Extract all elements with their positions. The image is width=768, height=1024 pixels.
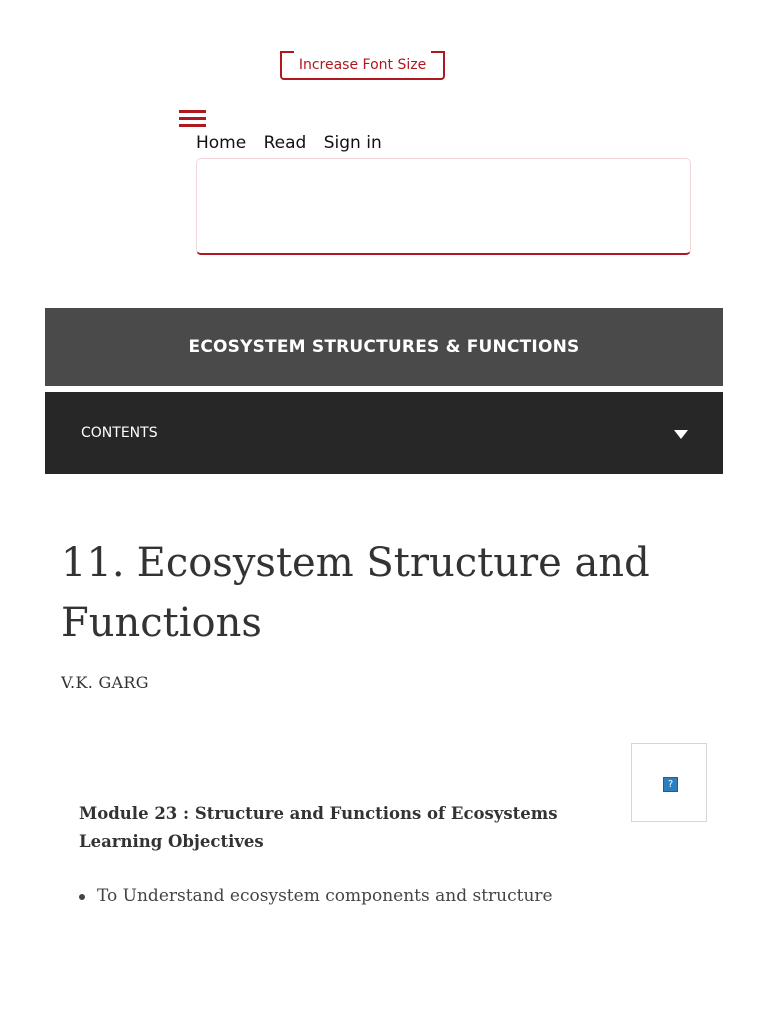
hamburger-menu-icon[interactable] bbox=[179, 110, 206, 128]
nav-home-link[interactable]: Home bbox=[196, 133, 247, 153]
objectives-heading: Learning Objectives bbox=[79, 832, 264, 851]
caret-down-icon bbox=[674, 430, 688, 439]
chapter-number: 11. bbox=[61, 540, 125, 586]
broken-image bbox=[631, 743, 707, 822]
contents-label: CONTENTS bbox=[81, 425, 158, 441]
broken-image-icon: ? bbox=[663, 777, 678, 792]
nav-sign-in-link[interactable]: Sign in bbox=[323, 133, 382, 153]
chapter-title bbox=[61, 533, 701, 653]
contents-toggle[interactable] bbox=[45, 392, 723, 474]
module-heading: Module 23 : Structure and Functions of Ecosystems bbox=[79, 804, 558, 823]
chapter-author: V.K. GARG bbox=[61, 673, 149, 692]
module-heading-block bbox=[79, 800, 599, 856]
search-input[interactable] bbox=[196, 158, 691, 255]
nav-read-link[interactable]: Read bbox=[263, 133, 307, 153]
increase-font-size-button[interactable]: Increase Font Size bbox=[280, 51, 445, 80]
book-title[interactable]: ECOSYSTEM STRUCTURES & FUNCTIONS bbox=[45, 308, 723, 386]
primary-nav bbox=[196, 133, 394, 153]
objectives-list bbox=[79, 882, 553, 910]
list-item: To Understand ecosystem components and structure bbox=[79, 882, 553, 910]
chapter-title-text: Ecosystem Structure and Functions bbox=[61, 540, 650, 646]
